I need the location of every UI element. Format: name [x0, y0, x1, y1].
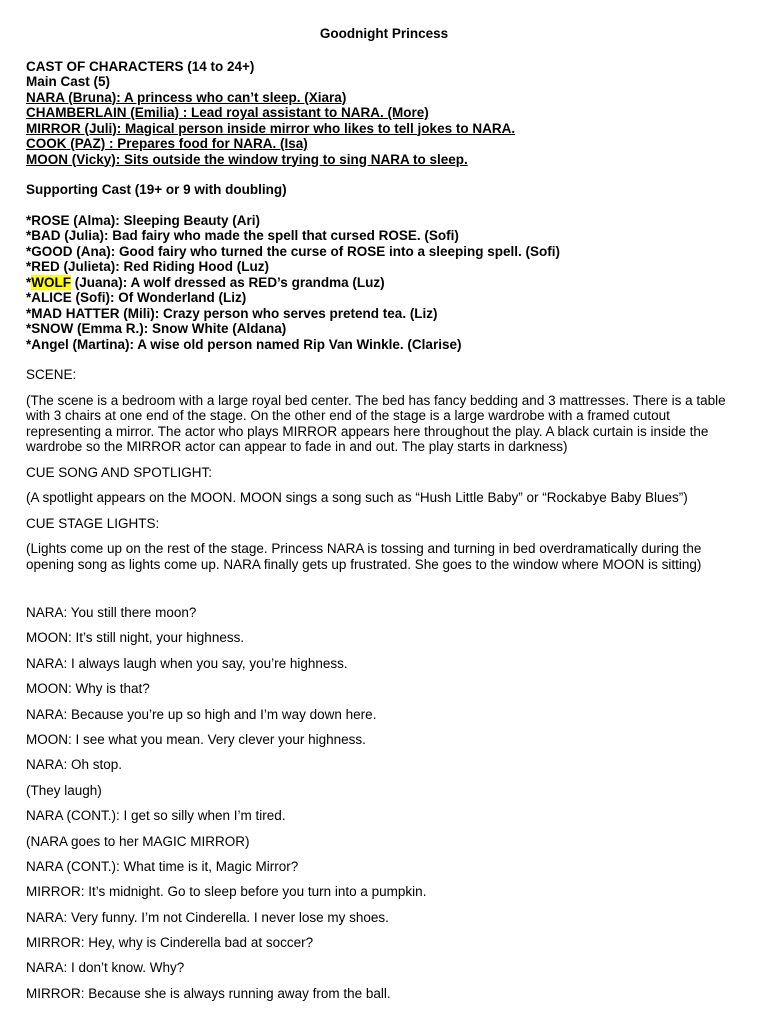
dialogue-line: NARA: Because you’re up so high and I’m way down here.	[26, 706, 377, 722]
dialogue-line: NARA: Oh stop.	[26, 757, 123, 773]
stage-direction: (NARA goes to her MAGIC MIRROR)	[26, 833, 250, 849]
main-cast-item: MIRROR (Juli): Magical person inside mirror who likes to tell jokes to NARA.	[26, 120, 516, 136]
dialogue-line: NARA: Very funny. I’m not Cinderella. I never lose my shoes.	[26, 909, 389, 925]
document-title: Goodnight Princess	[319, 26, 449, 41]
cue-song-description: (A spotlight appears on the MOON. MOON sings a song such as “Hush Little Baby” or “Rockabye Baby Blues”)	[26, 490, 688, 505]
supporting-cast-list	[26, 213, 742, 353]
scene-label: SCENE:	[26, 367, 77, 382]
wolf-prefix: *	[26, 274, 32, 290]
cue-lights-description: (Lights come up on the rest of the stage. Princess NARA is tossing and turning in bed overdramatically during the opening song as lights come up. NARA finally gets up frustrated. She goes to the window where MOON is sitting)	[26, 541, 702, 572]
supporting-cast-item: *ROSE (Alma): Sleeping Beauty (Ari)	[26, 212, 261, 228]
dialogue-line: NARA (CONT.): What time is it, Magic Mirror?	[26, 858, 299, 874]
wolf-rest: (Juana): A wolf dressed as RED’s grandma (Luz)	[71, 274, 385, 290]
supporting-cast-item: *RED (Julieta): Red Riding Hood (Luz)	[26, 259, 269, 274]
main-cast-list	[26, 90, 742, 168]
supporting-cast-item: *MAD HATTER (Mili): Crazy person who serves pretend tea. (Liz)	[26, 305, 438, 321]
dialogue-line: MIRROR: It’s midnight. Go to sleep before you turn into a pumpkin.	[26, 884, 427, 900]
dialogue-section	[26, 605, 742, 1001]
stage-direction: (They laugh)	[26, 782, 102, 798]
dialogue-line: NARA: I don’t know. Why?	[26, 960, 185, 976]
dialogue-line: NARA (CONT.): I get so silly when I’m tired.	[26, 808, 286, 824]
dialogue-line: MOON: It’s still night, your highness.	[26, 630, 245, 646]
dialogue-line: MOON: Why is that?	[26, 681, 150, 697]
main-cast-item: COOK (PAZ) : Prepares food for NARA. (Isa)	[26, 136, 308, 151]
scene-description: (The scene is a bedroom with a large royal bed center. The bed has fancy bedding and 3 mattresses. There is a table with 3 chairs at one end of the stage. On the other end of the stage is a large wardrobe with a framed cutout representing a mirror. The actor who plays MIRROR appears here throughout the play. A black curtain is inside the wardrobe so the MIRROR actor can appear to fade in and out. The play starts in darkness)	[26, 392, 726, 454]
cue-song-label: CUE SONG AND SPOTLIGHT:	[26, 464, 213, 480]
main-cast-item: NARA (Bruna): A princess who can’t sleep. (Xiara)	[26, 89, 347, 105]
supporting-cast-item-wolf	[26, 275, 742, 291]
main-cast-item: CHAMBERLAIN (Emilia) : Lead royal assistant to NARA. (More)	[26, 105, 429, 120]
cast-heading: CAST OF CHARACTERS (14 to 24+)	[26, 58, 255, 74]
main-cast-item: MOON (Vicky): Sits outside the window trying to sing NARA to sleep.	[26, 151, 468, 167]
dialogue-line: NARA: You still there moon?	[26, 605, 197, 620]
supporting-cast-item: *ALICE (Sofi): Of Wonderland (Liz)	[26, 290, 247, 305]
supporting-cast-heading: Supporting Cast (19+ or 9 with doubling)	[26, 182, 287, 197]
supporting-cast-item: *BAD (Julia): Bad fairy who made the spell that cursed ROSE. (Sofi)	[26, 228, 459, 243]
supporting-cast-item: *Angel (Martina): A wise old person named Rip Van Winkle. (Clarise)	[26, 336, 462, 352]
dialogue-line: MOON: I see what you mean. Very clever your highness.	[26, 731, 366, 747]
dialogue-line: MIRROR: Hey, why is Cinderella bad at soccer?	[26, 935, 314, 951]
supporting-cast-item: *GOOD (Ana): Good fairy who turned the curse of ROSE into a sleeping spell. (Sofi)	[26, 243, 561, 259]
main-cast-heading: Main Cast (5)	[26, 74, 111, 89]
dialogue-line: NARA: I always laugh when you say, you’re highness.	[26, 655, 348, 671]
document-page	[26, 26, 742, 1011]
highlighted-word: WOLF	[31, 274, 72, 290]
supporting-cast-item: *SNOW (Emma R.): Snow White (Aldana)	[26, 321, 287, 336]
cue-lights-label: CUE STAGE LIGHTS:	[26, 515, 160, 531]
dialogue-line: MIRROR: Because she is always running away from the ball.	[26, 985, 391, 1001]
